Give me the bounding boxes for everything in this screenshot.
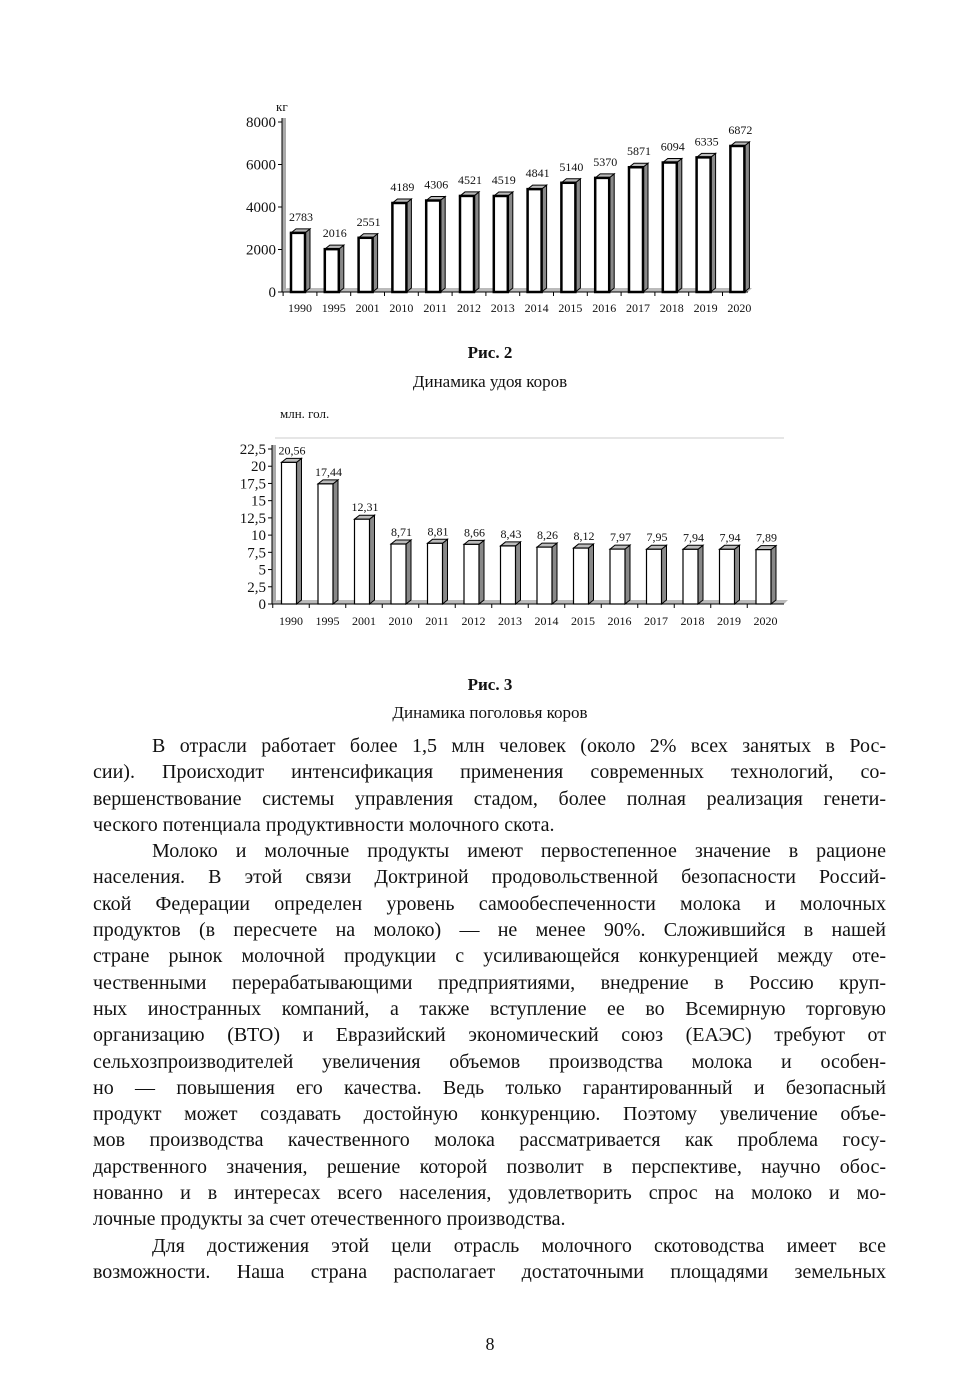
y-tick-label: 7,5 [247, 545, 266, 562]
data-label: 4306 [424, 177, 449, 192]
body-text [93, 733, 886, 1285]
data-label: 7,97 [610, 530, 631, 545]
text-line: ской Федерации определен уровень самообеспеченности молока и молочных [93, 892, 886, 915]
data-label: 8,43 [500, 526, 522, 541]
bar [574, 548, 589, 604]
x-tick-label: 2014 [534, 614, 559, 628]
x-tick-label: 2017 [626, 301, 650, 315]
y-tick-label: 22,5 [239, 442, 266, 458]
data-label: 8,66 [464, 525, 485, 540]
text-line: В отрасли работает более 1,5 млн человек (около 2% всех занятых в Рос- [152, 735, 886, 757]
data-label: 7,94 [683, 530, 704, 545]
y-tick-label: 5 [258, 562, 266, 579]
text-line: населения. В этой связи Доктриной продовольственной безопасности Россий- [93, 866, 886, 889]
x-tick-label: 1990 [279, 614, 303, 628]
data-label: 12,31 [351, 500, 379, 515]
x-tick-label: 2018 [659, 301, 684, 315]
x-tick-label: 2013 [498, 614, 522, 628]
data-label: 7,95 [646, 530, 668, 545]
text-line: мов производства качественного молока рассматривается как проблема госу- [93, 1129, 886, 1152]
y-tick-label: 2000 [246, 242, 276, 259]
bar [756, 550, 771, 604]
data-label: 5140 [559, 159, 584, 174]
data-label: 4519 [491, 172, 516, 187]
y-tick-label: 0 [258, 597, 266, 613]
bar [647, 549, 662, 604]
y-tick-label: 15 [251, 493, 266, 510]
x-tick-label: 2012 [461, 614, 486, 628]
data-label: 8,81 [427, 524, 449, 539]
data-label: 5871 [627, 144, 651, 159]
bar [610, 549, 625, 604]
y-tick-label: 0 [268, 285, 276, 301]
x-tick-label: 2020 [727, 301, 752, 315]
bar [720, 549, 735, 604]
data-label: 8,26 [537, 528, 558, 543]
x-tick-label: 2019 [717, 614, 741, 628]
bar-side [625, 545, 630, 604]
bar-side [552, 543, 557, 604]
x-tick-label: 2017 [644, 614, 668, 628]
y-axis-unit: кг [276, 99, 288, 114]
x-tick-label: 2018 [680, 614, 705, 628]
bar [391, 544, 406, 604]
x-tick-label: 2012 [457, 301, 481, 315]
text-line: сельхозпроизводителей увеличения объемов производства молока и особен- [93, 1050, 886, 1073]
text-line: стране рынок молочной продукции с усиливающейся конкуренцией между оте- [93, 945, 886, 968]
cattle-count-chart [0, 0, 980, 640]
bar [683, 549, 698, 604]
text-line: дарственного значения, решение которой позволит в перспективе, научно обос- [93, 1155, 886, 1178]
data-label: 2783 [289, 209, 313, 224]
data-label: 4189 [390, 179, 415, 194]
data-label: 7,89 [756, 530, 777, 545]
text-line: организацию (ВТО) и Евразийский экономический союз (ЕАЭС) требуют от [93, 1024, 886, 1047]
x-tick-label: 2014 [524, 301, 549, 315]
bar [428, 543, 443, 604]
y-tick-label: 6000 [246, 157, 276, 174]
text-line: чественными перерабатывающими предприятиями, внедрение в Россию круп- [93, 971, 886, 994]
text-line: ных иностранных компаний, а также вступление ее во Всемирную торговую [93, 997, 886, 1020]
figure-3-caption: Динамика поголовья коров [392, 703, 588, 722]
bar [501, 546, 516, 604]
text-line: продукт может создавать достойную конкуренцию. Поэтому увеличение объе- [93, 1103, 886, 1126]
text-line: нованно и в интересах всего населения, удовлетворить спрос на молоко и мо- [93, 1182, 886, 1205]
figure-2-number: Рис. 2 [467, 343, 513, 362]
data-label: 2551 [356, 214, 381, 229]
data-label: 5370 [593, 154, 618, 169]
data-label: 2016 [322, 226, 347, 241]
text-line: продуктов (в пересчете на молоко) — не менее 90%. Сложившийся в нашей [93, 919, 886, 942]
bar-side [735, 545, 740, 604]
floor [272, 600, 788, 604]
data-label: 6872 [728, 122, 753, 137]
x-tick-label: 2010 [389, 301, 414, 315]
x-tick-label: 2010 [388, 614, 413, 628]
y-tick-label: 8000 [246, 115, 276, 131]
data-label: 4841 [525, 166, 550, 181]
text-line: возможности. Наша страна располагает достаточными площадями земельных [93, 1260, 886, 1283]
y-axis-unit: млн. гол. [280, 406, 330, 421]
data-label: 20,56 [278, 443, 306, 458]
bar [282, 462, 297, 604]
data-label: 7,94 [719, 530, 741, 545]
page-number: 8 [485, 1334, 495, 1354]
data-label: 8,71 [391, 524, 412, 539]
y-tick-label: 12,5 [239, 510, 266, 527]
y-axis-wall [272, 445, 276, 604]
x-tick-label: 2015 [558, 301, 583, 315]
text-line: Для достижения этой цели отрасль молочного скотоводства имеет все [152, 1234, 886, 1257]
x-tick-label: 2013 [490, 301, 515, 315]
x-tick-label: 1995 [315, 614, 340, 628]
x-tick-label: 2011 [425, 614, 449, 628]
bar-side [698, 545, 703, 604]
figure-2-caption: Динамика удоя коров [412, 372, 568, 391]
bar-side [297, 458, 302, 604]
x-tick-label: 2015 [571, 614, 595, 628]
bar-side [589, 544, 594, 604]
bar [537, 547, 552, 604]
bar-side [443, 539, 448, 604]
x-tick-label: 2020 [753, 614, 778, 628]
bar-side [370, 515, 375, 604]
text-line: вершенствование системы управления стадом, более полная реализация генети- [93, 787, 886, 810]
bar [464, 544, 479, 604]
x-tick-label: 2001 [352, 614, 376, 628]
x-tick-label: 2011 [423, 301, 447, 315]
data-label: 6335 [694, 134, 719, 149]
text-line: Молоко и молочные продукты имеют первостепенное значение в рационе [152, 840, 886, 863]
bar-side [406, 540, 411, 604]
bar-side [333, 480, 338, 604]
x-tick-label: 2001 [355, 301, 380, 315]
data-label: 17,44 [315, 464, 342, 479]
x-tick-label: 2019 [693, 301, 718, 315]
y-tick-label: 10 [251, 528, 266, 545]
data-label: 4521 [458, 172, 482, 187]
bar [318, 484, 333, 604]
y-tick-label: 4000 [246, 200, 276, 216]
x-tick-label: 2016 [607, 614, 632, 628]
data-label: 6094 [660, 139, 685, 154]
text-line: лочные продукты за счет отечественного производства. [93, 1208, 566, 1231]
x-tick-label: 1990 [288, 301, 312, 315]
y-tick-label: 20 [251, 459, 266, 476]
x-tick-label: 2016 [592, 301, 617, 315]
bar [355, 519, 370, 604]
y-tick-label: 17,5 [239, 476, 266, 493]
x-tick-label: 1995 [321, 301, 346, 315]
bar-side [771, 546, 776, 604]
text-line: ческого потенциала продуктивности молочного скота. [93, 813, 555, 836]
bar-side [516, 542, 521, 604]
text-line: но — повышения его качества. Ведь только гарантированный и безопасный [93, 1076, 886, 1099]
bar-side [662, 545, 667, 604]
data-label: 8,12 [573, 529, 595, 544]
bar-side [479, 540, 484, 604]
text-line: сии). Происходит интенсификация применения современных технологий, со- [93, 761, 886, 784]
figure-3-number: Рис. 3 [467, 675, 513, 694]
y-tick-label: 2,5 [247, 579, 266, 596]
